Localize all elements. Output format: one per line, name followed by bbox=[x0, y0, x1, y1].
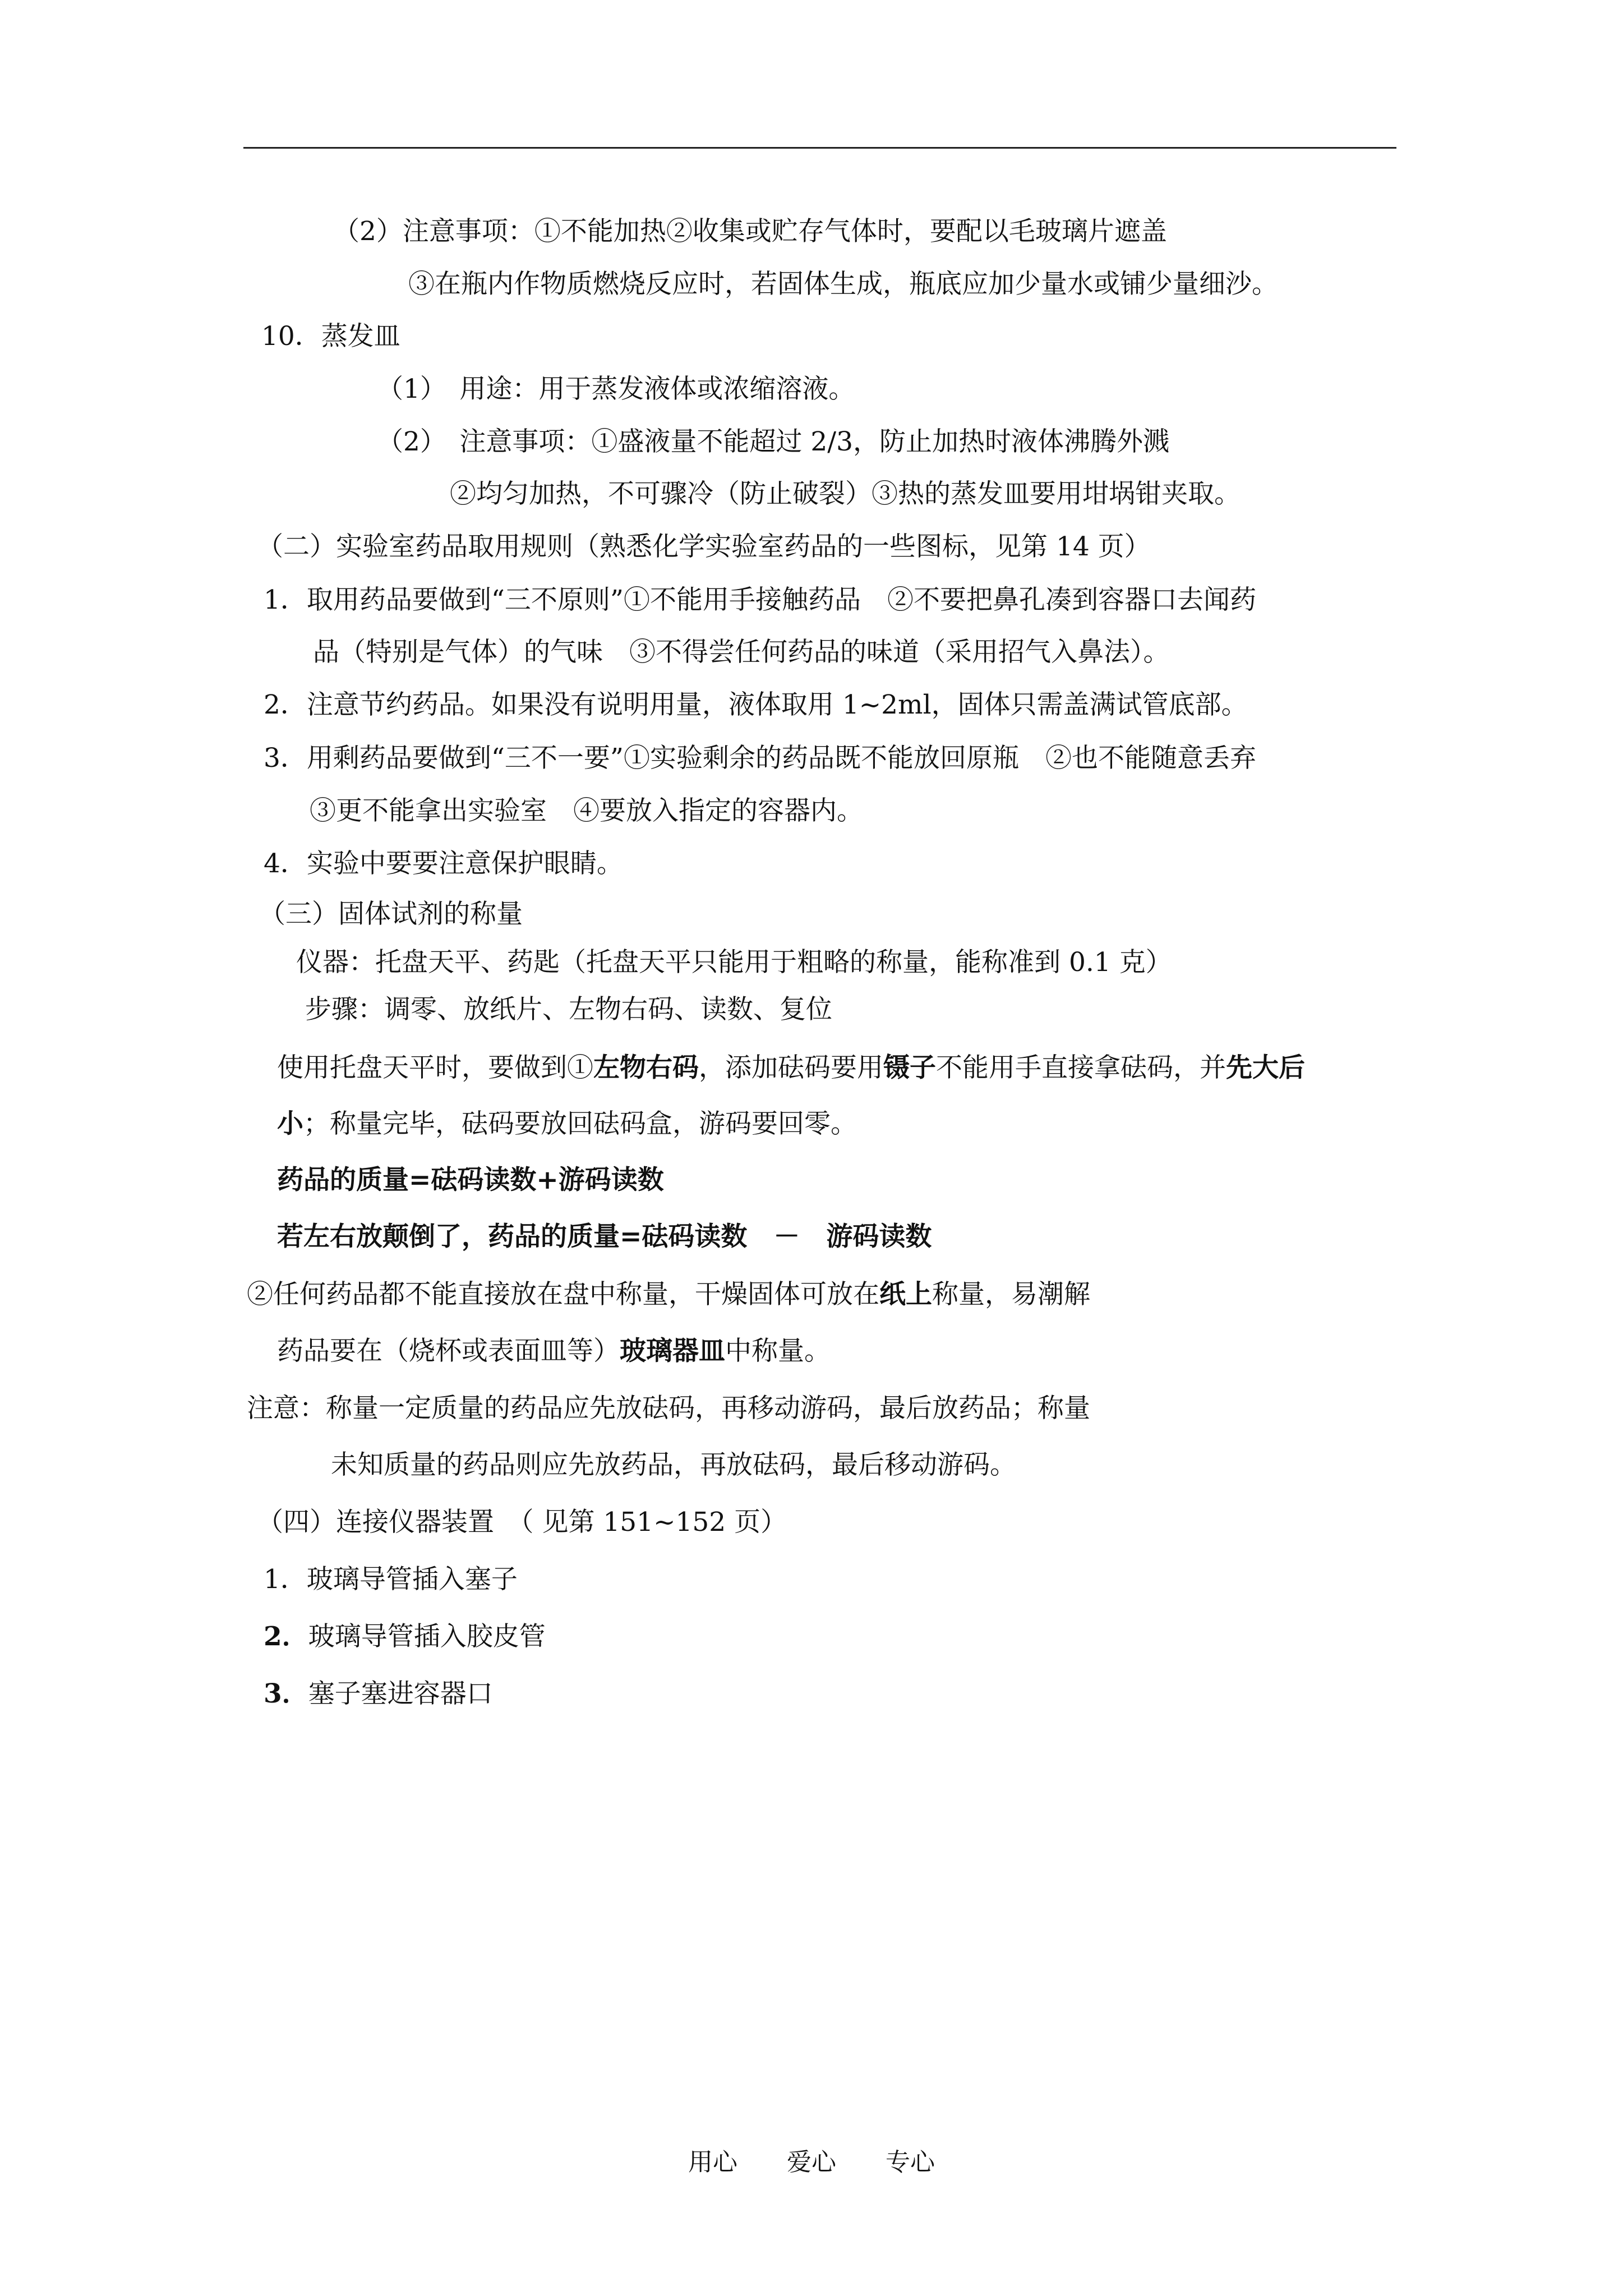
rule-2: 2．注意节约药品。如果没有说明用量，液体取用 1~2ml，固体只需盖满试管底部。 bbox=[264, 689, 1248, 720]
rule-4: 4．实验中要要注意保护眼睛。 bbox=[264, 848, 623, 879]
rule-1-cont: 品（特别是气体）的气味 ③不得尝任何药品的味道（采用招气入鼻法）。 bbox=[313, 637, 1170, 668]
line-note: 注意：称量一定质量的药品应先放砝码，再移动游码，最后放药品；称量 bbox=[247, 1393, 1090, 1424]
heading-section-3: （三）固体试剂的称量 bbox=[259, 899, 523, 930]
list-item: 3．塞子塞进容器口 bbox=[264, 1678, 493, 1709]
heading-evaporating-dish: 10．蒸发皿 bbox=[261, 321, 400, 352]
header-rule bbox=[243, 147, 1396, 149]
line-weighing-container-cont: 药品要在（烧杯或表面皿等）玻璃器皿中称量。 bbox=[277, 1336, 831, 1366]
formula-mass-reversed: 若左右放颠倒了，药品的质量=砝码读数 － 游码读数 bbox=[277, 1221, 932, 1252]
bold-on-paper: 纸上 bbox=[879, 1279, 932, 1310]
list-item: 2．玻璃导管插入胶皮管 bbox=[264, 1621, 546, 1652]
page-footer: 用心 爱心 专心 bbox=[688, 2148, 935, 2177]
line-instruments: 仪器：托盘天平、药匙（托盘天平只能用于粗略的称量，能称准到 0.1 克） bbox=[296, 947, 1172, 978]
line-steps: 步骤：调零、放纸片、左物右码、读数、复位 bbox=[305, 994, 832, 1025]
line-vessel-notes: （2）注意事项：①不能加热②收集或贮存气体时，要配以毛玻璃片遮盖 bbox=[333, 216, 1167, 247]
line-dish-usage: （1） 用途：用于蒸发液体或浓缩溶液。 bbox=[377, 374, 855, 404]
bold-large-first: 先大后 bbox=[1226, 1052, 1305, 1083]
bold-glassware: 玻璃器皿 bbox=[620, 1336, 725, 1366]
line-weighing-container: ②任何药品都不能直接放在盘中称量，干燥固体可放在纸上称量，易潮解 bbox=[247, 1279, 1090, 1310]
heading-section-4: （四）连接仪器装置 （ 见第 151~152 页） bbox=[257, 1507, 787, 1538]
line-dish-notes-cont: ②均匀加热，不可骤冷（防止破裂）③热的蒸发皿要用坩埚钳夹取。 bbox=[450, 478, 1241, 509]
rule-3: 3．用剩药品要做到“三不一要”①实验剩余的药品既不能放回原瓶 ②也不能随意丢弃 bbox=[264, 743, 1256, 774]
rule-1: 1．取用药品要做到“三不原则”①不能用手接触药品 ②不要把鼻孔凑到容器口去闻药 bbox=[264, 585, 1256, 615]
line-note-cont: 未知质量的药品则应先放药品，再放砝码，最后移动游码。 bbox=[331, 1450, 1016, 1480]
bold-left-object-right-weight: 左物右码 bbox=[593, 1052, 699, 1083]
bold-tweezers: 镊子 bbox=[883, 1052, 936, 1083]
formula-mass: 药品的质量=砝码读数+游码读数 bbox=[277, 1165, 664, 1195]
line-balance-usage-cont: 小；称量完毕，砝码要放回砝码盒，游码要回零。 bbox=[277, 1108, 857, 1139]
line-dish-notes: （2） 注意事项：①盛液量不能超过 2/3，防止加热时液体沸腾外溅 bbox=[377, 426, 1169, 457]
line-vessel-notes-cont: ③在瓶内作物质燃烧反应时，若固体生成，瓶底应加少量水或铺少量细沙。 bbox=[408, 269, 1278, 300]
heading-section-2: （二）实验室药品取用规则（熟悉化学实验室药品的一些图标，见第 14 页） bbox=[257, 531, 1151, 562]
list-item: 1．玻璃导管插入塞子 bbox=[264, 1564, 518, 1595]
rule-3-cont: ③更不能拿出实验室 ④要放入指定的容器内。 bbox=[310, 795, 863, 826]
line-balance-usage: 使用托盘天平时，要做到①左物右码，添加砝码要用镊子不能用手直接拿砝码，并先大后 bbox=[277, 1052, 1305, 1083]
